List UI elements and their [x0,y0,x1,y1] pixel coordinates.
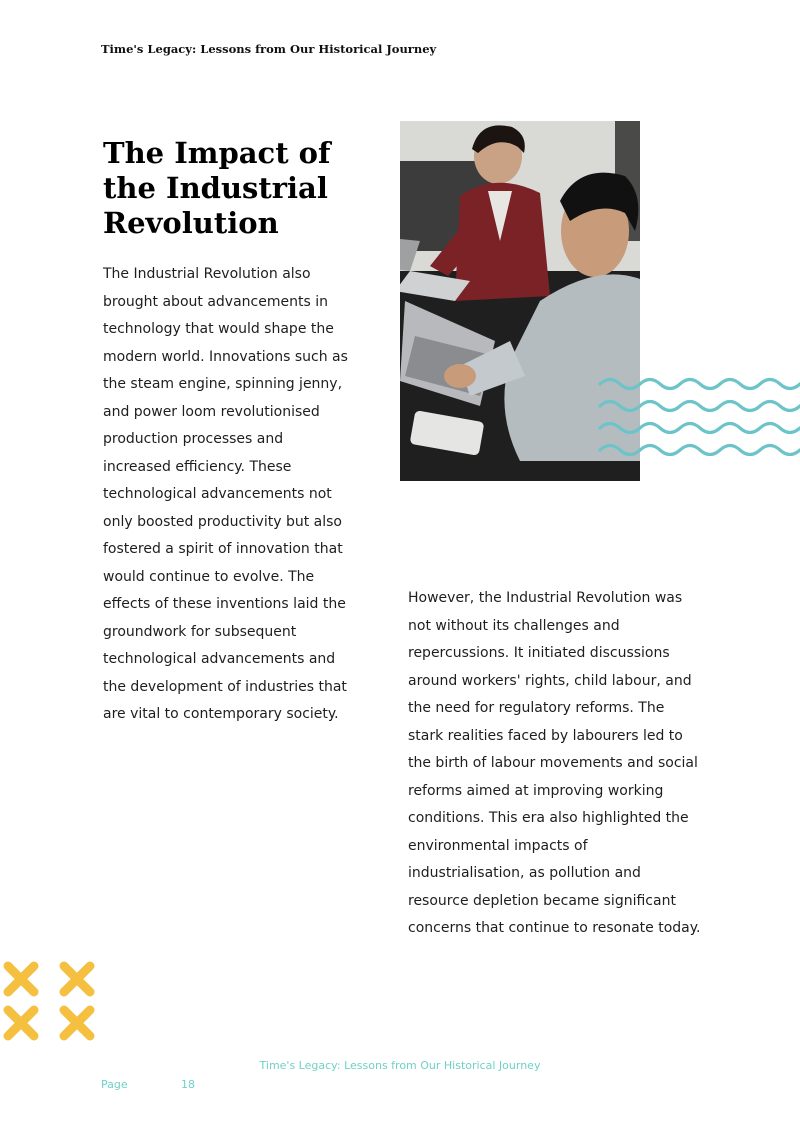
page-title: The Impact of the Industrial Revolution [103,136,331,240]
footer-title: Time's Legacy: Lessons from Our Historical Journey [259,1059,541,1072]
page-number: 18 [181,1078,195,1091]
wavy-lines-icon [598,372,800,456]
header-title: Time's Legacy: Lessons from Our Historical Journey [101,42,437,56]
page-label: Page [101,1078,128,1091]
x-marks-icon [0,958,100,1044]
paragraph-left: The Industrial Revolution also brought about advancements in technology that would shape the modern world. Innovations such as the steam engine, spinning jenny, and power loom revolutionised production processes and increased efficiency. These technological advancements not only boosted productivity but also fostered a spirit of innovation that would continue to evolve. The effects of these inventions laid the groundwork for subsequent technological advancements and the development of industries that are vital to contemporary society. [103,266,348,722]
paragraph-right: However, the Industrial Revolution was not without its challenges and repercussions. It initiated discussions around workers' rights, child labour, and the need for regulatory reforms. The stark realities faced by labourers led to the birth of labour movements and social reforms aimed at improving working conditions. This era also highlighted the environmental impacts of industrialisation, as pollution and resource depletion became significant concerns that continue to resonate today. [408,590,701,936]
